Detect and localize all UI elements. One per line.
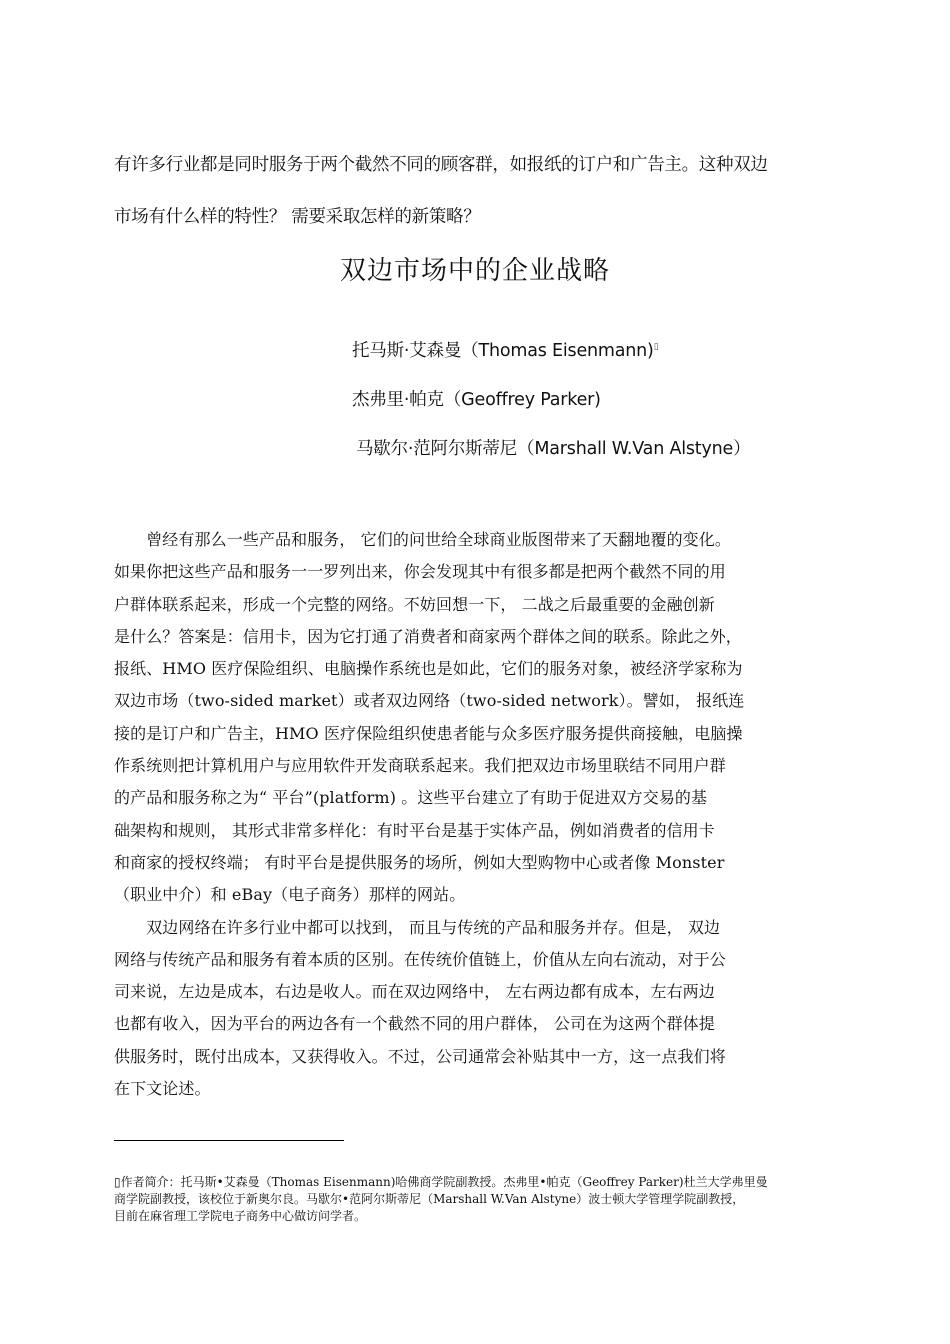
body-line: 户群体联系起来，形成一个完整的网络。不妨回想一下， 二战之后最重要的金融创新 (114, 594, 715, 614)
body-line: 的产品和服务称之为“ 平台”(platform) 。这些平台建立了有助于促进双方交易的基 (114, 788, 708, 808)
footnote-line: 商学院副教授，该校位于新奥尔良。马歇尔•范阿尔斯蒂尼（Marshall W.Van Alstyne）波士顿大学管理学院副教授， (114, 1192, 745, 1206)
body-line: 司来说，左边是成本，右边是收人。而在双边网络中， 左右两边都有成本，左右两边 (114, 982, 715, 1002)
author-eisenmann (352, 337, 658, 362)
body-line: 在下文论述。 (114, 1079, 211, 1099)
footnote-line: 目前在麻省理工学院电子商务中心做访问学者。 (114, 1209, 367, 1223)
author-van-alstyne (356, 435, 750, 460)
article-title: 双边市场中的企业战略 (339, 256, 610, 286)
body-line: 如果你把这些产品和服务一一罗列出来，你会发现其中有很多都是把两个截然不同的用 (114, 562, 726, 582)
footnote-marker: ▯ (653, 342, 659, 353)
body-line: 报纸、HMO 医疗保险组织、电脑操作系统也是如此，它们的服务对象，被经济学家称为 (114, 659, 743, 679)
body-line: （职业中介）和 eBay（电子商务）那样的网站。 (114, 885, 466, 905)
body-line: 接的是订户和广告主，HMO 医疗保险组织使患者能与众多医疗服务提供商接触，电脑操 (114, 723, 743, 743)
article-body (114, 524, 838, 1105)
body-line: 双边网络在许多行业中都可以找到， 而且与传统的产品和服务并存。但是， 双边 (114, 917, 721, 937)
body-line: 双边市场（two-sided market）或者双边网络（two-sided network）。譬如， 报纸连 (114, 691, 745, 711)
footnote-line: ▯作者简介：托马斯•艾森曼（Thomas Eisenmann)哈佛商学院副教授。杰弗里•帕克（Geoffrey Parker)杜兰大学弗里曼 (114, 1175, 768, 1189)
footnote-divider (114, 1140, 344, 1141)
author-name: 托马斯·艾森曼（Thomas Eisenmann) (352, 341, 654, 361)
body-line: 曾经有那么一些产品和服务， 它们的问世给全球商业版图带来了天翻地覆的变化。 (114, 530, 731, 549)
body-line: 网络与传统产品和服务有着本质的区别。在传统价值链上，价值从左向右流动，对于公 (114, 949, 726, 969)
footnote (114, 1174, 838, 1225)
body-line: 是什么？答案是：信用卡，因为它打通了消费者和商家两个群体之间的联系。除此之外， (114, 626, 742, 646)
author-parker (352, 386, 601, 411)
intro-line: 市场有什么样的特性？ 需要采取怎样的新策略？ (114, 207, 481, 227)
body-line: 和商家的授权终端； 有时平台是提供服务的场所，例如大型购物中心或者像 Monster (114, 852, 725, 872)
intro-lead (114, 139, 840, 243)
body-line: 供服务时，既付出成本，又获得收入。不过，公司通常会补贴其中一方，这一点我们将 (114, 1046, 726, 1066)
author-name: 杰弗里·帕克（Geoffrey Parker) (352, 390, 601, 410)
author-name: 马歇尔·范阿尔斯蒂尼（Marshall W.Van Alstyne） (356, 439, 751, 459)
body-line: 础架构和规则， 其形式非常多样化：有时平台是基于实体产品，例如消费者的信用卡 (114, 820, 715, 840)
body-line: 也都有收入，因为平台的两边各有一个截然不同的用户群体， 公司在为这两个群体提 (114, 1014, 715, 1034)
body-line: 作系统则把计算机用户与应用软件开发商联系起来。我们把双边市场里联结不同用户群 (114, 756, 726, 776)
intro-line: 有许多行业都是同时服务于两个截然不同的顾客群，如报纸的订户和广告主。这种双边 (114, 155, 768, 175)
